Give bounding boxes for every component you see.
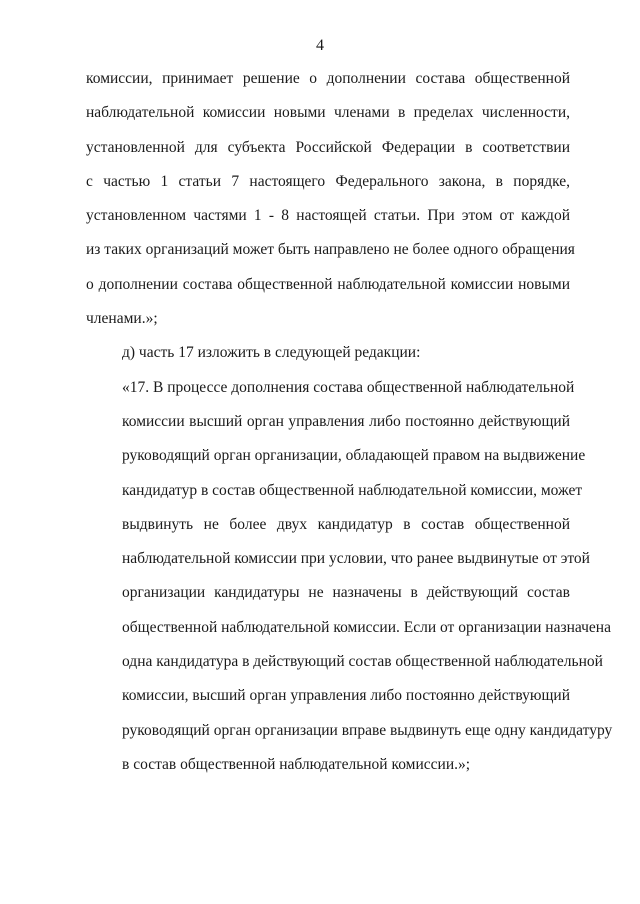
page-number: 4 (316, 37, 324, 54)
text-line: комиссии, высший орган управления либо постоянно действующий (122, 687, 570, 705)
text-line: в состав общественной наблюдательной комиссии.»; (122, 755, 471, 773)
text-line: установленной для субъекта Российской Федерации в соответствии (86, 138, 570, 156)
text-line: общественной наблюдательной комиссии. Если от организации назначена (122, 618, 611, 636)
text-line: установленном частями 1 - 8 настоящей статьи. При этом от каждой (86, 207, 570, 225)
text-line: кандидатур в состав общественной наблюдательной комиссии, может (122, 481, 583, 499)
text-line: из таких организаций может быть направлено не более одного обращения (86, 241, 575, 259)
text-line: комиссии, принимает решение о дополнении состава общественной (86, 70, 570, 87)
text-line: организации кандидатуры не назначены в действующий состав (122, 584, 570, 602)
paragraph (86, 371, 613, 783)
text-line: руководящий орган организации вправе выдвинуть еще одну кандидатуру (122, 721, 613, 739)
text-line: «17. В процессе дополнения состава общественной наблюдательной (122, 378, 575, 396)
text-line: комиссии высший орган управления либо постоянно действующий (122, 412, 570, 430)
text-line: выдвинуть не более двух кандидатур в состав общественной (122, 515, 570, 533)
text-line: руководящий орган организации, обладающей правом на выдвижение (122, 447, 586, 465)
text-line: членами.»; (86, 310, 158, 328)
text-line: наблюдательной комиссии новыми членами в пределах численности, (86, 104, 570, 122)
paragraph (86, 62, 575, 336)
paragraph (86, 336, 570, 370)
text-line: наблюдательной комиссии при условии, что ранее выдвинутые от этой (122, 550, 590, 568)
text-line: одна кандидатура в действующий состав общественной наблюдательной (122, 653, 603, 671)
text-line: д) часть 17 изложить в следующей редакции: (122, 344, 421, 362)
text-line: с частью 1 статьи 7 настоящего Федерального закона, в порядке, (86, 172, 570, 190)
text-line: о дополнении состава общественной наблюдательной комиссии новыми (86, 275, 570, 293)
document-body (86, 62, 613, 782)
